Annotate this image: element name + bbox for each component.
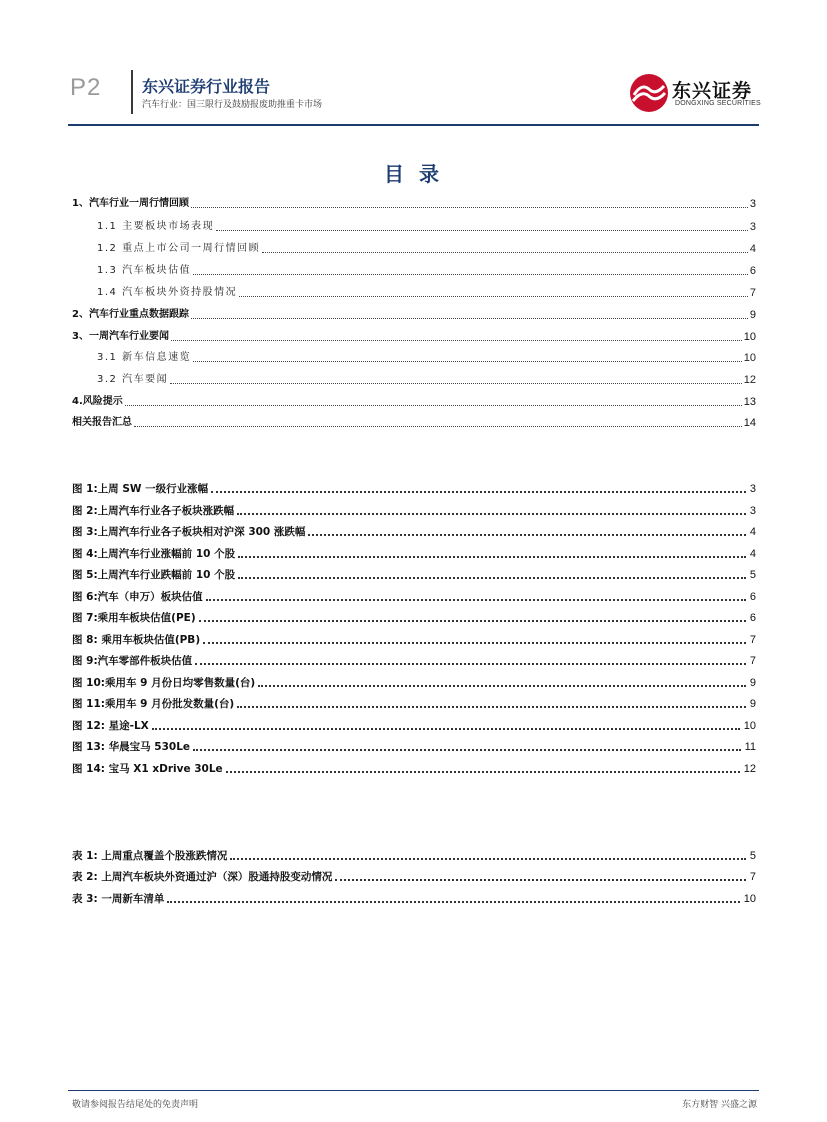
header-divider [131,70,133,114]
header-rule [68,124,759,126]
figure-entry[interactable]: 图 8: 乘用车板块估值(PB) 7 [72,634,756,646]
toc-entry[interactable]: 3.1 新车信息速览 10 [97,352,756,364]
toc-entry[interactable]: 1.1 主要板块市场表现 3 [97,221,756,233]
figure-entry[interactable]: 图 10:乘用车 9 月份日均零售数量(台) 9 [72,677,756,689]
toc-entry[interactable]: 1.3 汽车板块估值 6 [97,265,756,277]
figure-entry[interactable]: 图 14: 宝马 X1 xDrive 30Le 12 [72,763,756,775]
figure-entry[interactable]: 图 2:上周汽车行业各子板块涨跌幅 3 [72,505,756,517]
figure-entry[interactable]: 图 3:上周汽车行业各子板块相对沪深 300 涨跌幅 4 [72,526,756,538]
report-title: 东兴证券行业报告 [142,77,271,96]
figure-entry[interactable]: 图 7:乘用车板块估值(PE) 6 [72,612,756,624]
toc-entry[interactable]: 3.2 汽车要闻 12 [97,374,756,386]
toc-entry[interactable]: 1.4 汽车板块外资持股情况 7 [97,287,756,299]
toc-entry[interactable]: 4.风险提示 13 [72,396,756,408]
figure-entry[interactable]: 图 4:上周汽车行业涨幅前 10 个股 4 [72,548,756,560]
logo-wordmark: 东兴证券 [672,80,753,102]
page-number: P2 [70,74,102,101]
footer-rule [68,1090,759,1091]
figure-entry[interactable]: 图 11:乘用车 9 月份批发数量(台) 9 [72,698,756,710]
report-subtitle: 汽车行业：国三限行及鼓励报废助推重卡市场 [142,100,323,110]
figure-entry[interactable]: 图 13: 华晨宝马 530Le 11 [72,741,756,753]
footer-slogan: 东方财智 兴盛之源 [682,1100,757,1110]
figure-entry[interactable]: 图 1:上周 SW 一级行业涨幅 3 [72,483,756,495]
toc-title: 目 录 [384,162,443,186]
toc-entry[interactable]: 1、汽车行业一周行情回顾 3 [72,198,756,210]
toc-entry[interactable]: 相关报告汇总 14 [72,417,756,429]
table-entry[interactable]: 表 2: 上周汽车板块外资通过沪（深）股通持股变动情况 7 [72,871,756,883]
toc-entry[interactable]: 3、一周汽车行业要闻 10 [72,331,756,343]
logo-english: DONGXING SECURITIES [675,100,761,107]
toc-entry[interactable]: 1.2 重点上市公司一周行情回顾 4 [97,243,756,255]
disclaimer-note: 敬请参阅报告结尾处的免责声明 [72,1100,199,1110]
figure-entry[interactable]: 图 12: 星途-LX 10 [72,720,756,732]
table-entry[interactable]: 表 1: 上周重点覆盖个股涨跌情况 5 [72,850,756,862]
figure-entry[interactable]: 图 5:上周汽车行业跌幅前 10 个股 5 [72,569,756,581]
figure-entry[interactable]: 图 9:汽车零部件板块估值 7 [72,655,756,667]
toc-entry[interactable]: 2、汽车行业重点数据跟踪 9 [72,309,756,321]
table-entry[interactable]: 表 3: 一周新车清单 10 [72,893,756,905]
figure-entry[interactable]: 图 6:汽车（申万）板块估值 6 [72,591,756,603]
